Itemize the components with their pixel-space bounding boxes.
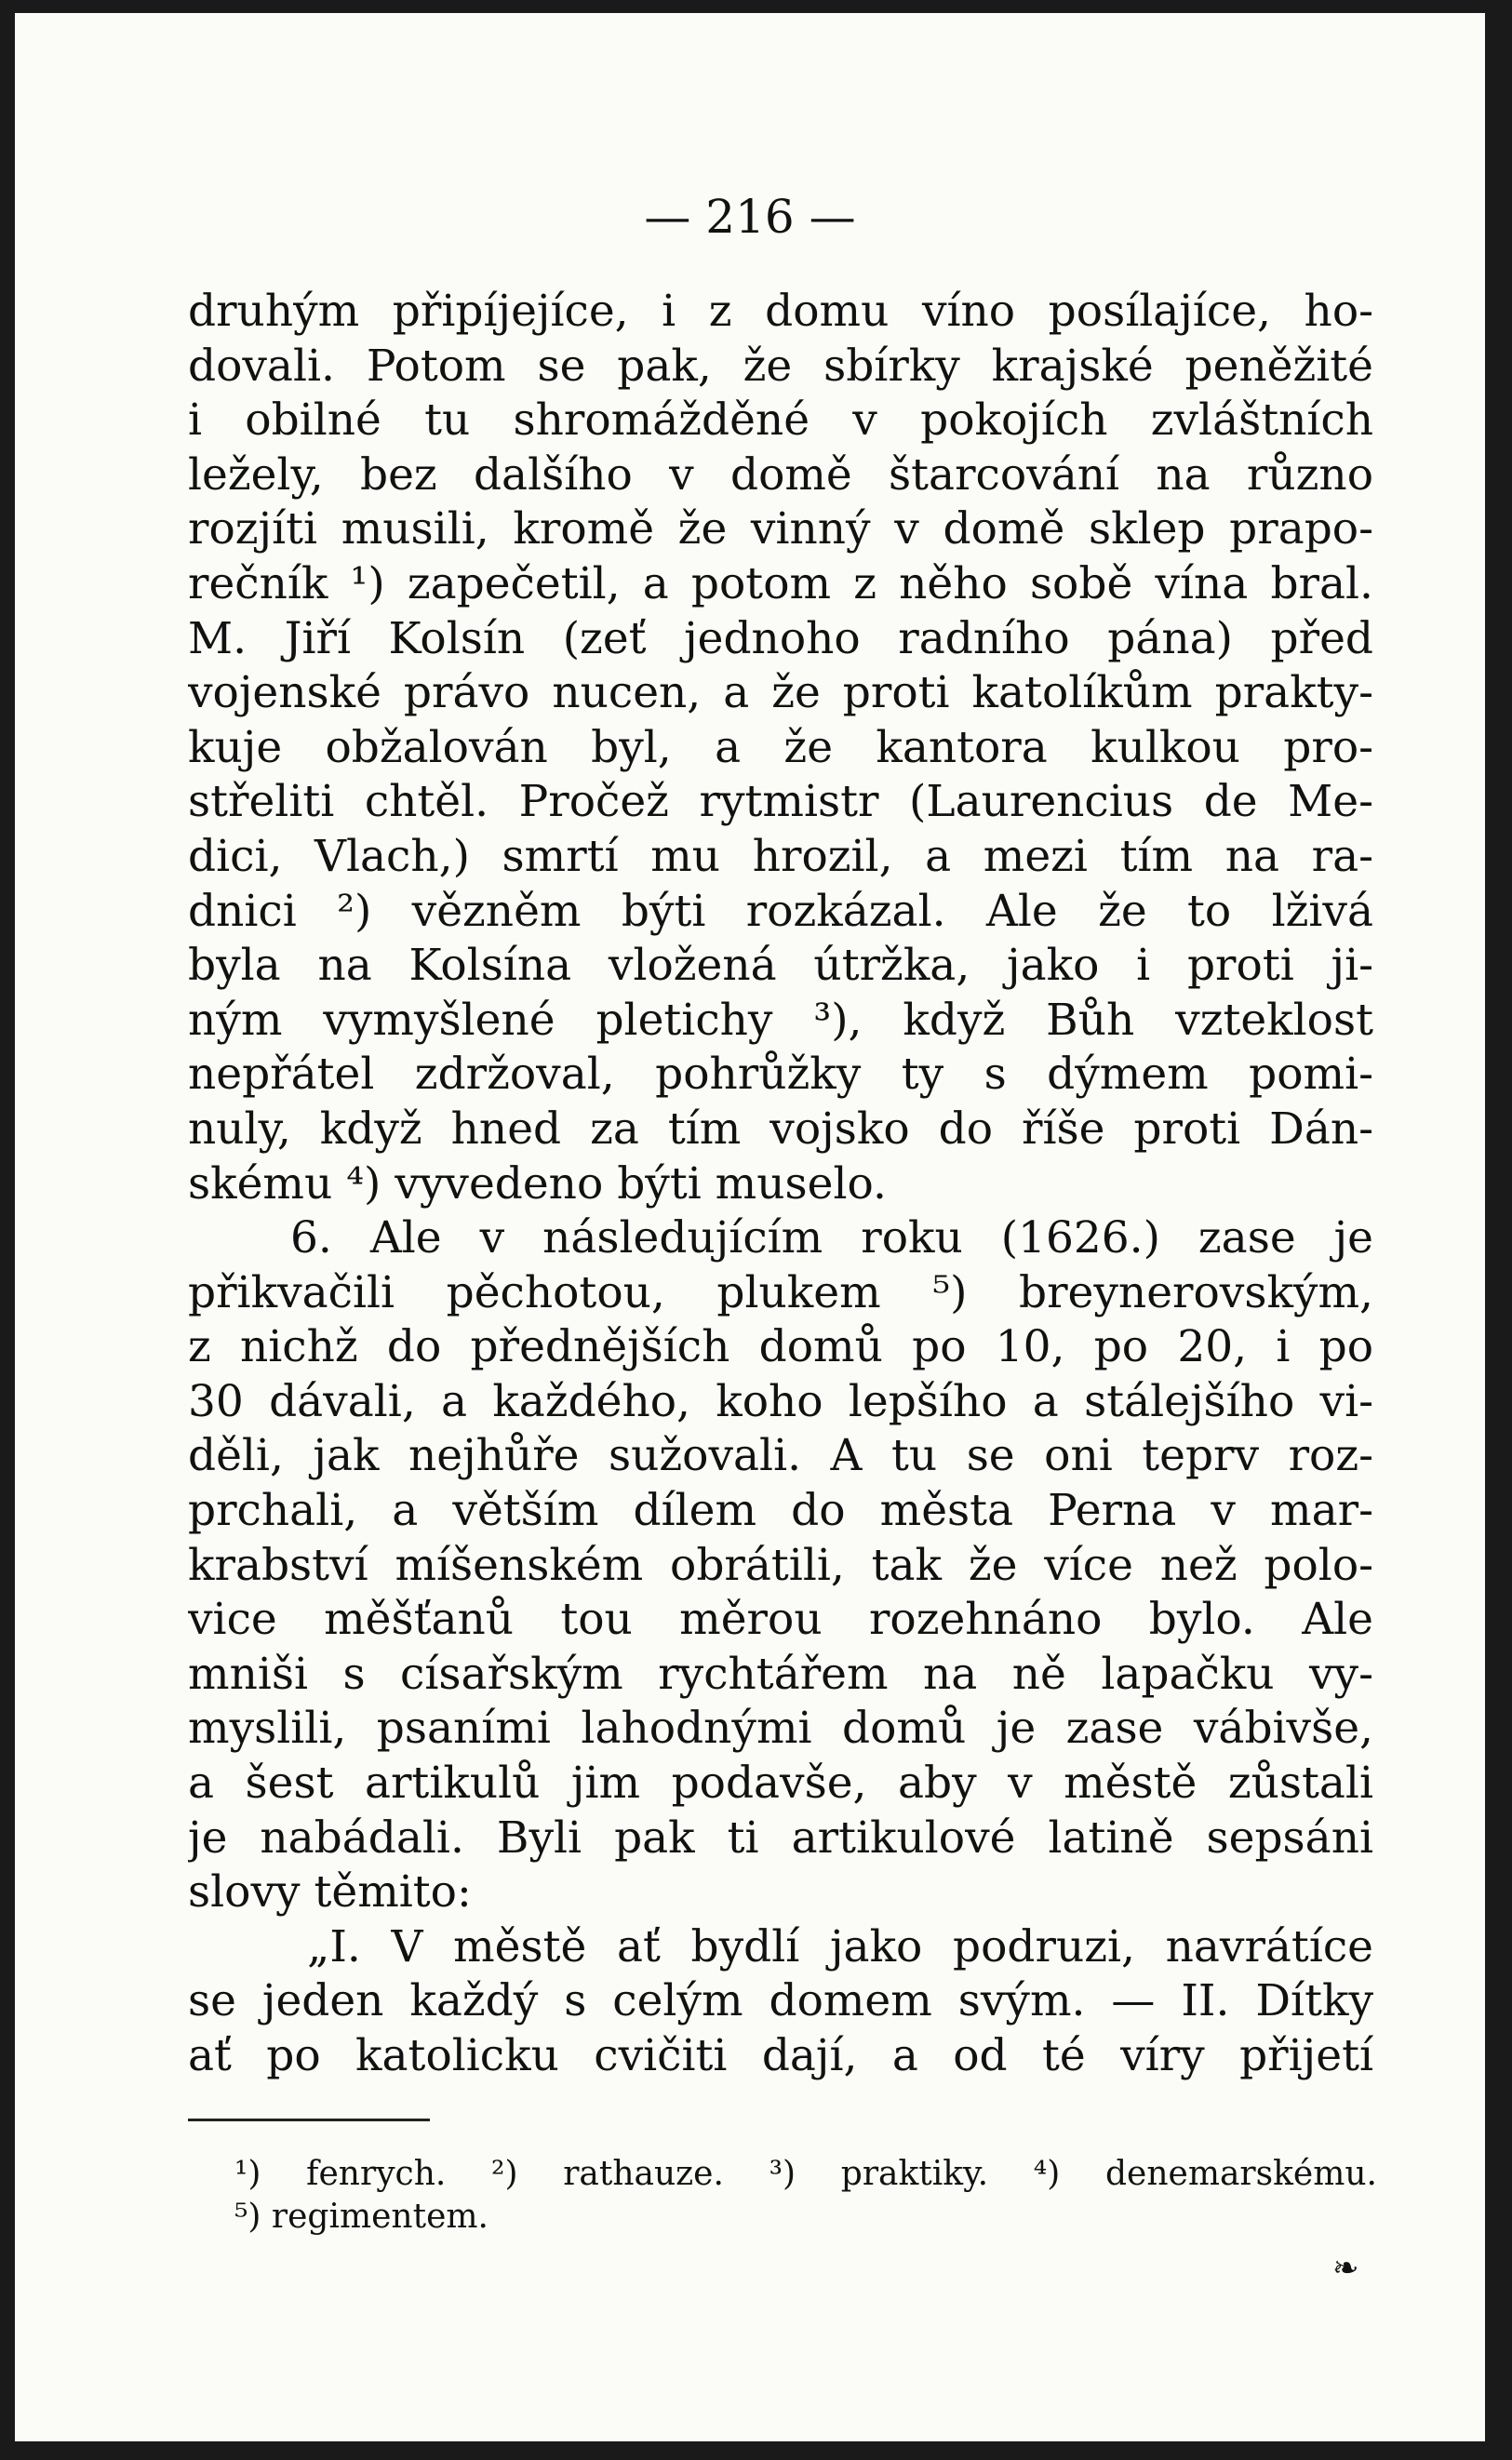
text-line: M. Jiří Kolsín (zeť jednoho radního pána) před [188,612,1373,664]
page-number: — 216 — [644,190,856,244]
text-line: z nichž do přednějších domů po 10, po 20, i po [188,1321,1373,1373]
text-line: byla na Kolsína vložená útržka, jako i proti ji- [188,940,1373,992]
text-line: rozjíti musili, kromě že vinný v domě sklep prapo- [188,503,1373,555]
text-line: druhým připíjejíce, i z domu víno posílajíce, ho- [188,286,1373,337]
text-line: 30 dávali, a každého, koho lepšího a stálejšího vi- [188,1375,1373,1427]
text-line: dnici ²) vězněm býti rozkázal. Ale že to lživá [188,885,1373,937]
book-page [15,13,1485,2441]
text-line: mniši s císařským rychtářem na ně lapačku vy- [188,1648,1373,1700]
text-line: myslili, psaními lahodnými domů je zase vábivše, [188,1703,1373,1755]
printer-mark: ❧ [1332,2250,1359,2287]
text-line: se jeden každý s celým domem svým. — II. Dítky [188,1975,1373,2027]
text-line: i obilné tu shromážděné v pokojích zvláštních [188,394,1373,447]
text-line: střeliti chtěl. Pročež rytmistr (Laurencius de Me- [188,776,1373,828]
text-line: 6. Ale v následujícím roku (1626.) zase je [290,1212,1373,1264]
text-line: děli, jak nejhůře sužovali. A tu se oni teprv roz- [188,1430,1373,1482]
text-line: přikvačili pěchotou, plukem ⁵) breynerovským, [188,1266,1373,1318]
text-line: vojenské právo nucen, a že proti katolíkům prakty- [188,667,1373,719]
text-line: dici, Vlach,) smrtí mu hrozil, a mezi tím na ra- [188,830,1373,882]
text-line: ležely, bez dalšího v domě štarcování na různo [188,448,1373,501]
text-line: krabství míšenském obrátili, tak že více než polo- [188,1539,1373,1591]
text-line: a šest artikulů jim podavše, aby v městě zůstali [188,1758,1373,1810]
text-line: rečník ¹) zapečetil, a potom z něho sobě vína bral. [188,557,1373,609]
text-line: vice měšťanů tou měrou rozehnáno bylo. Ale [188,1594,1373,1646]
text-line: skému ⁴) vyvedeno býti muselo. [188,1157,887,1210]
footnote-line: ⁵) regimentem. [234,2198,488,2236]
footnote-line: ¹) fenrych. ²) rathauze. ³) praktiky. ⁴) denemarskému. [234,2155,1377,2193]
text-line: je nabádali. Byli pak ti artikulové latině sepsáni [188,1812,1373,1864]
text-line: prchali, a větším dílem do města Perna v mar- [188,1485,1373,1537]
text-line: slovy těmito: [188,1866,472,1919]
footnotes [234,2153,1377,2239]
text-line: nepřátel zdržoval, pohrůžky ty s dýmem pomi- [188,1049,1373,1101]
text-line: ným vymyšlené pletichy ³), když Bůh vzteklost [188,994,1373,1046]
text-line: nuly, když hned za tím vojsko do říše proti Dán- [188,1103,1373,1155]
text-line: kuje obžalován byl, a že kantora kulkou pro- [188,721,1373,773]
text-line: „I. V městě ať bydlí jako podruzi, navrátíce [307,1920,1373,1972]
text-line: dovali. Potom se pak, že sbírky krajské peněžité [188,340,1373,392]
text-line: ať po katolicku cvičiti dají, a od té víry přijetí [188,2030,1373,2081]
footnote-divider [188,2119,430,2121]
body-text [188,285,1373,2084]
